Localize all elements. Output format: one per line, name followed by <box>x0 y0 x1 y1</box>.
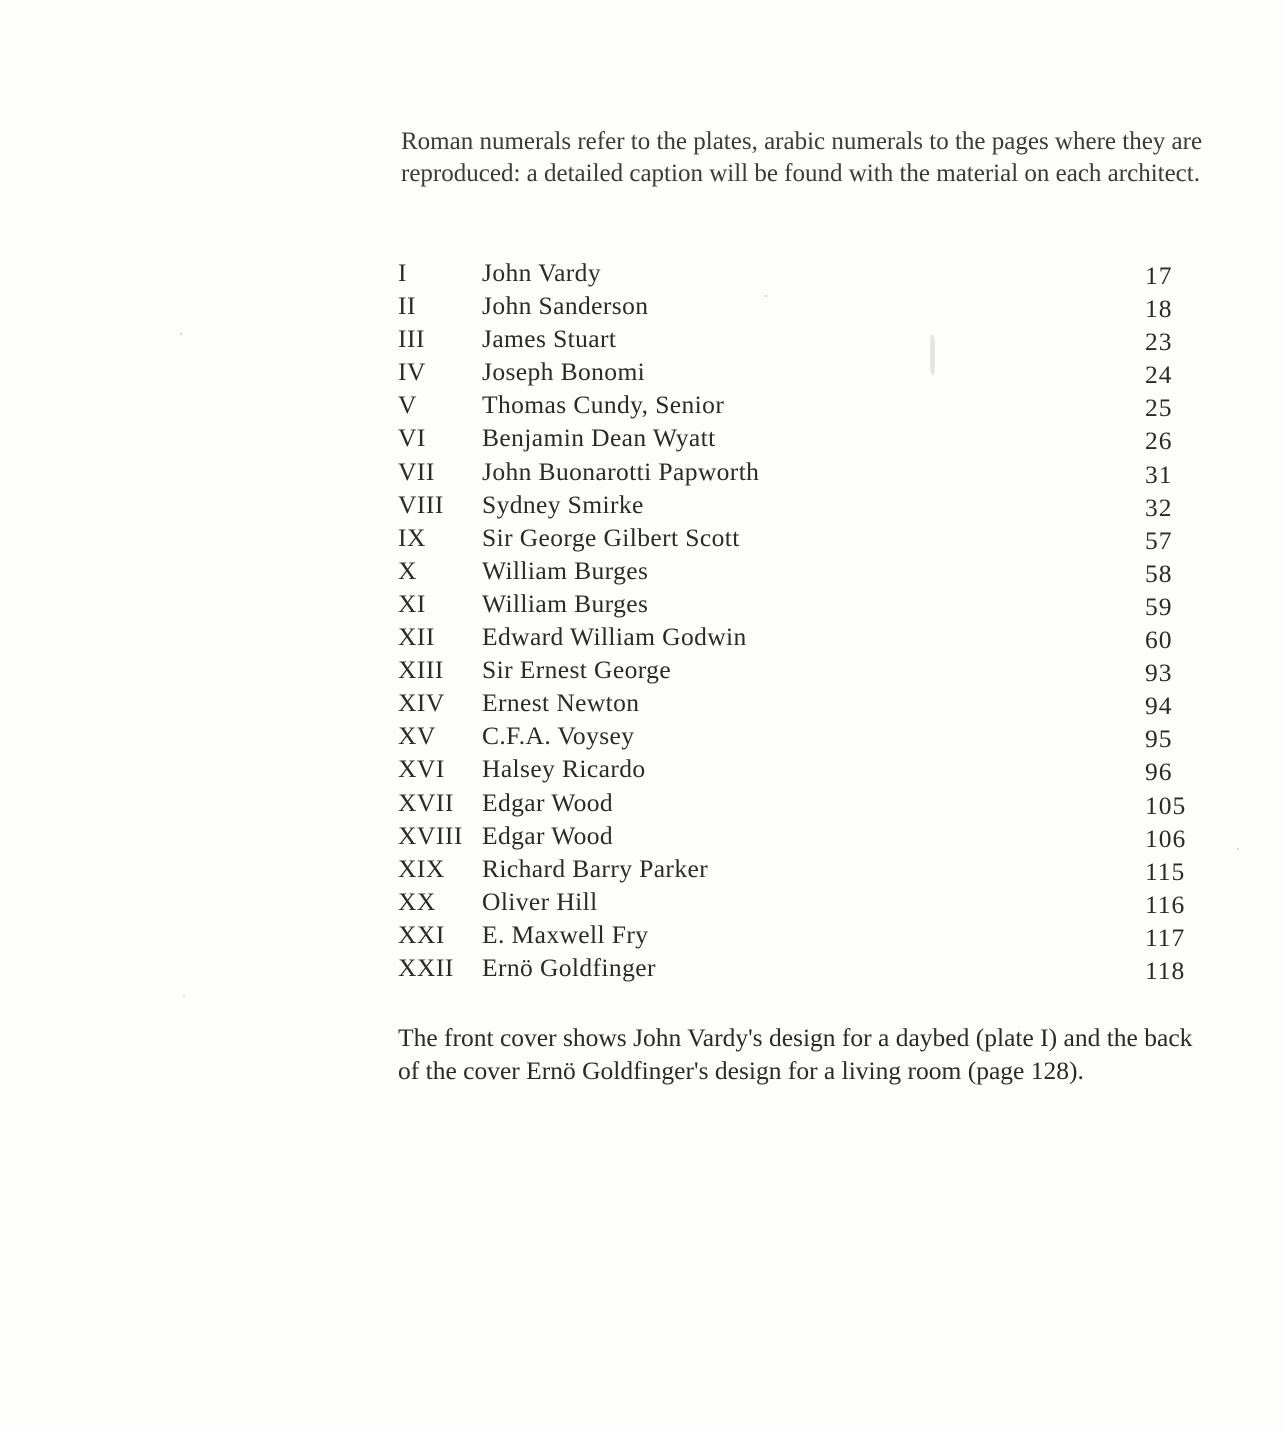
plate-numeral: III <box>398 324 425 354</box>
plate-page-number: 17 <box>1145 261 1173 290</box>
plate-row <box>398 918 1198 951</box>
plate-page-number: 94 <box>1145 691 1173 721</box>
plate-page-number: 96 <box>1145 757 1173 787</box>
paper-speck <box>183 995 185 997</box>
plate-row <box>398 289 1198 322</box>
plate-row <box>398 786 1198 819</box>
plate-page-number: 116 <box>1145 889 1186 919</box>
plate-row <box>398 719 1198 752</box>
plate-architect: Sir George Gilbert Scott <box>482 522 740 552</box>
plate-page-number: 95 <box>1145 724 1173 754</box>
plate-row <box>398 521 1198 554</box>
plate-row <box>398 388 1198 421</box>
paper-speck <box>180 333 182 335</box>
plate-numeral: II <box>398 291 416 321</box>
plate-architect: E. Maxwell Fry <box>482 919 649 949</box>
plate-page-number: 31 <box>1145 459 1173 489</box>
plate-row <box>398 819 1198 852</box>
plate-page-number: 59 <box>1145 591 1173 621</box>
plate-page-number: 115 <box>1145 856 1186 886</box>
paper-speck <box>765 295 767 297</box>
intro-paragraph: Roman numerals refer to the plates, arabic numerals to the pages where they are reproduced: a detailed caption will be found with the material on each architect. <box>401 128 1203 187</box>
plate-row <box>398 587 1198 620</box>
plate-architect: William Burges <box>482 588 649 618</box>
plate-numeral: XVII <box>398 787 454 817</box>
plate-numeral: XXII <box>398 952 454 982</box>
plate-numeral: X <box>398 555 417 585</box>
plate-architect: Edward William Godwin <box>482 622 747 652</box>
plate-numeral: XX <box>398 886 436 916</box>
plate-architect: John Sanderson <box>482 291 649 321</box>
plate-row <box>398 322 1198 355</box>
plate-page-number: 18 <box>1145 294 1173 324</box>
plate-page-number: 93 <box>1145 658 1173 688</box>
plate-page-number: 26 <box>1145 426 1173 456</box>
plate-row <box>398 421 1198 454</box>
plate-row <box>398 686 1198 719</box>
plate-numeral: XIV <box>398 688 445 718</box>
plate-page-number: 58 <box>1145 558 1173 588</box>
plate-numeral: VII <box>398 456 435 486</box>
plate-row <box>398 885 1198 918</box>
plate-numeral: XIII <box>398 655 444 685</box>
plate-architect: C.F.A. Voysey <box>482 721 635 751</box>
cover-note: The front cover shows John Vardy's design for a daybed (plate I) and the back of the cover Ernö Goldfinger's design for a living room (page 128). <box>398 1023 1193 1085</box>
plate-numeral: V <box>398 390 417 420</box>
plate-architect: Oliver Hill <box>482 886 598 916</box>
plate-numeral: XV <box>398 721 436 751</box>
plate-numeral: XVIII <box>398 820 463 850</box>
plate-page-number: 118 <box>1145 955 1186 985</box>
plate-row <box>398 256 1198 289</box>
plate-row <box>398 620 1198 653</box>
plate-page-number: 57 <box>1145 525 1173 555</box>
plate-row <box>398 554 1198 587</box>
plate-row <box>398 355 1198 388</box>
plate-page-number: 32 <box>1145 492 1173 522</box>
plate-architect: Halsey Ricardo <box>482 754 646 784</box>
plate-architect: Sydney Smirke <box>482 489 644 519</box>
plate-page-number: 25 <box>1145 393 1173 423</box>
plate-row <box>398 488 1198 521</box>
plate-numeral: VI <box>398 423 426 453</box>
plate-architect: Edgar Wood <box>482 820 614 850</box>
plate-numeral: XIX <box>398 853 445 883</box>
plate-numeral: XXI <box>398 919 445 949</box>
plate-page-number: 60 <box>1145 625 1173 655</box>
plate-architect: Joseph Bonomi <box>482 357 646 387</box>
plate-list <box>398 256 1198 984</box>
plate-architect: Ernest Newton <box>482 688 640 718</box>
plate-row <box>398 951 1198 984</box>
plate-page-number: 117 <box>1145 922 1186 952</box>
plate-architect: James Stuart <box>482 324 617 354</box>
plate-page-number: 23 <box>1145 327 1173 357</box>
plate-row <box>398 752 1198 785</box>
plate-numeral: IV <box>398 357 426 387</box>
plate-architect: Benjamin Dean Wyatt <box>482 423 716 453</box>
plate-architect: William Burges <box>482 555 649 585</box>
plate-row <box>398 852 1198 885</box>
plate-architect: Richard Barry Parker <box>482 853 709 883</box>
plate-page-number: 106 <box>1145 823 1187 853</box>
plate-architect: Sir Ernest George <box>482 655 672 685</box>
plate-row <box>398 653 1198 686</box>
plate-architect: Ernö Goldfinger <box>482 952 656 982</box>
plate-numeral: XII <box>398 622 435 652</box>
plate-row <box>398 455 1198 488</box>
paper-speck <box>930 335 935 375</box>
plate-page-number: 24 <box>1145 360 1173 390</box>
plate-architect: John Vardy <box>482 258 601 287</box>
plate-architect: John Buonarotti Papworth <box>482 456 760 486</box>
plate-numeral: XI <box>398 588 426 618</box>
plate-architect: Thomas Cundy, Senior <box>482 390 725 420</box>
plate-numeral: I <box>398 258 407 287</box>
plate-architect: Edgar Wood <box>482 787 614 817</box>
paper-speck <box>1237 848 1239 850</box>
plate-page-number: 105 <box>1145 790 1187 820</box>
plate-numeral: XVI <box>398 754 445 784</box>
plate-numeral: VIII <box>398 489 444 519</box>
plate-numeral: IX <box>398 522 426 552</box>
